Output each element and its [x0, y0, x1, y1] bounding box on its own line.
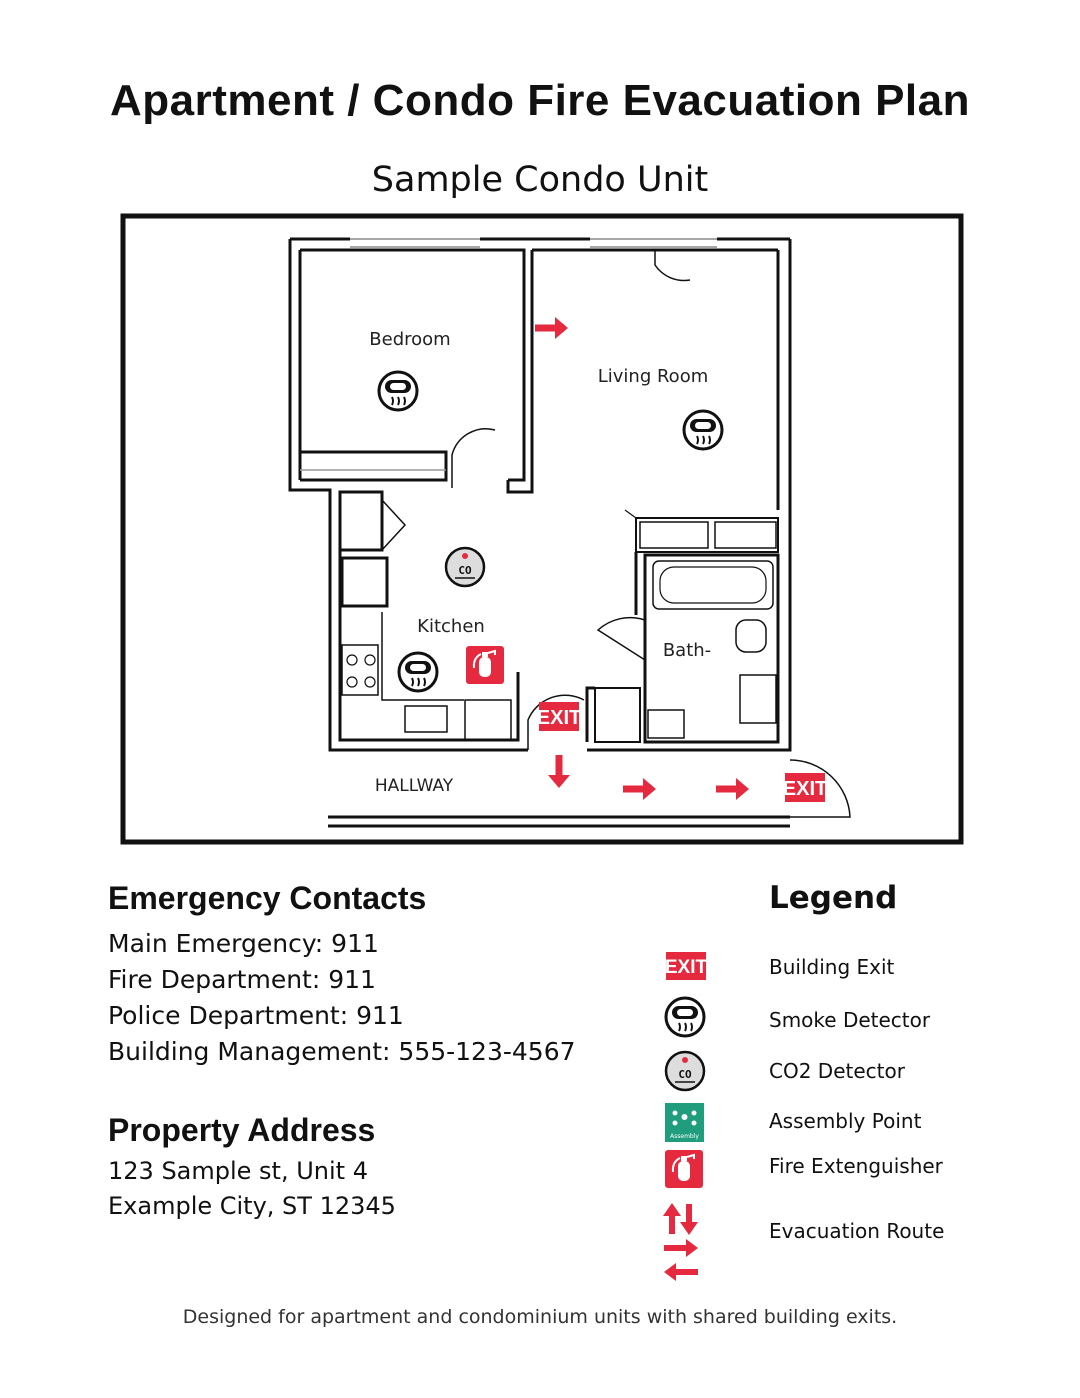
- evacuation-arrow-icon: [716, 778, 749, 800]
- co-detector-icon: [446, 548, 484, 586]
- co-detector-icon: [666, 1052, 704, 1090]
- legend-label-fire-extinguisher: Fire Extenguisher: [769, 1154, 943, 1178]
- exit-sign-icon: [537, 702, 581, 731]
- smoke-detector-icon: [666, 998, 704, 1036]
- evacuation-arrow-icon: [623, 778, 656, 800]
- contact-building-management: Building Management: 555-123-4567: [108, 1037, 576, 1066]
- smoke-detector-icon: [399, 653, 437, 691]
- contact-main-emergency: Main Emergency: 911: [108, 929, 379, 958]
- svg-text:EXIT: EXIT: [782, 778, 828, 800]
- contact-fire-department: Fire Department: 911: [108, 965, 376, 994]
- emergency-contacts-heading: Emergency Contacts: [108, 880, 427, 916]
- fire-extinguisher-icon: [466, 646, 504, 684]
- exit-sign-icon: [665, 952, 708, 980]
- legend-icons: [660, 950, 712, 1290]
- address-line-1: 123 Sample st, Unit 4: [108, 1157, 368, 1185]
- room-label-kitchen: Kitchen: [417, 616, 485, 637]
- address-line-2: Example City, ST 12345: [108, 1192, 396, 1220]
- property-address: [108, 1154, 396, 1224]
- page-subtitle: Sample Condo Unit: [371, 160, 709, 200]
- legend-label-building-exit: Building Exit: [769, 955, 895, 979]
- smoke-detector-icon: [684, 411, 722, 449]
- svg-text:CO: CO: [458, 564, 472, 577]
- plan-frame: [123, 216, 961, 842]
- evacuation-route-arrows-icon: [663, 1203, 698, 1281]
- legend-label-evacuation-route: Evacuation Route: [769, 1219, 945, 1243]
- page-title: Apartment / Condo Fire Evacuation Plan: [109, 76, 970, 125]
- property-address-heading: Property Address: [108, 1112, 376, 1148]
- room-label-bath: Bath-: [662, 640, 712, 661]
- fire-extinguisher-icon: [665, 1150, 703, 1188]
- exit-sign-icon: [783, 773, 827, 802]
- emergency-contacts-list: [108, 926, 576, 1070]
- evacuation-arrow-icon: [548, 755, 570, 788]
- walls: [290, 239, 850, 826]
- svg-text:Assembly: Assembly: [670, 1133, 699, 1140]
- room-label-hallway: HALLWAY: [374, 776, 454, 796]
- contact-police-department: Police Department: 911: [108, 1001, 404, 1030]
- smoke-detector-icon: [379, 372, 417, 410]
- legend-label-co2-detector: CO2 Detector: [769, 1059, 905, 1083]
- room-label-living-room: Living Room: [597, 366, 709, 387]
- legend-label-smoke-detector: Smoke Detector: [769, 1008, 931, 1032]
- svg-text:EXIT: EXIT: [536, 707, 582, 729]
- assembly-point-icon: [665, 1103, 704, 1142]
- svg-text:EXIT: EXIT: [664, 957, 708, 978]
- room-label-bedroom: Bedroom: [369, 329, 451, 350]
- legend-label-assembly-point: Assembly Point: [769, 1109, 922, 1133]
- evacuation-arrow-icon: [535, 317, 568, 339]
- footer-note: Designed for apartment and condominium units with shared building exits.: [182, 1306, 898, 1328]
- svg-text:CO: CO: [678, 1068, 692, 1081]
- legend-heading: Legend: [769, 880, 898, 916]
